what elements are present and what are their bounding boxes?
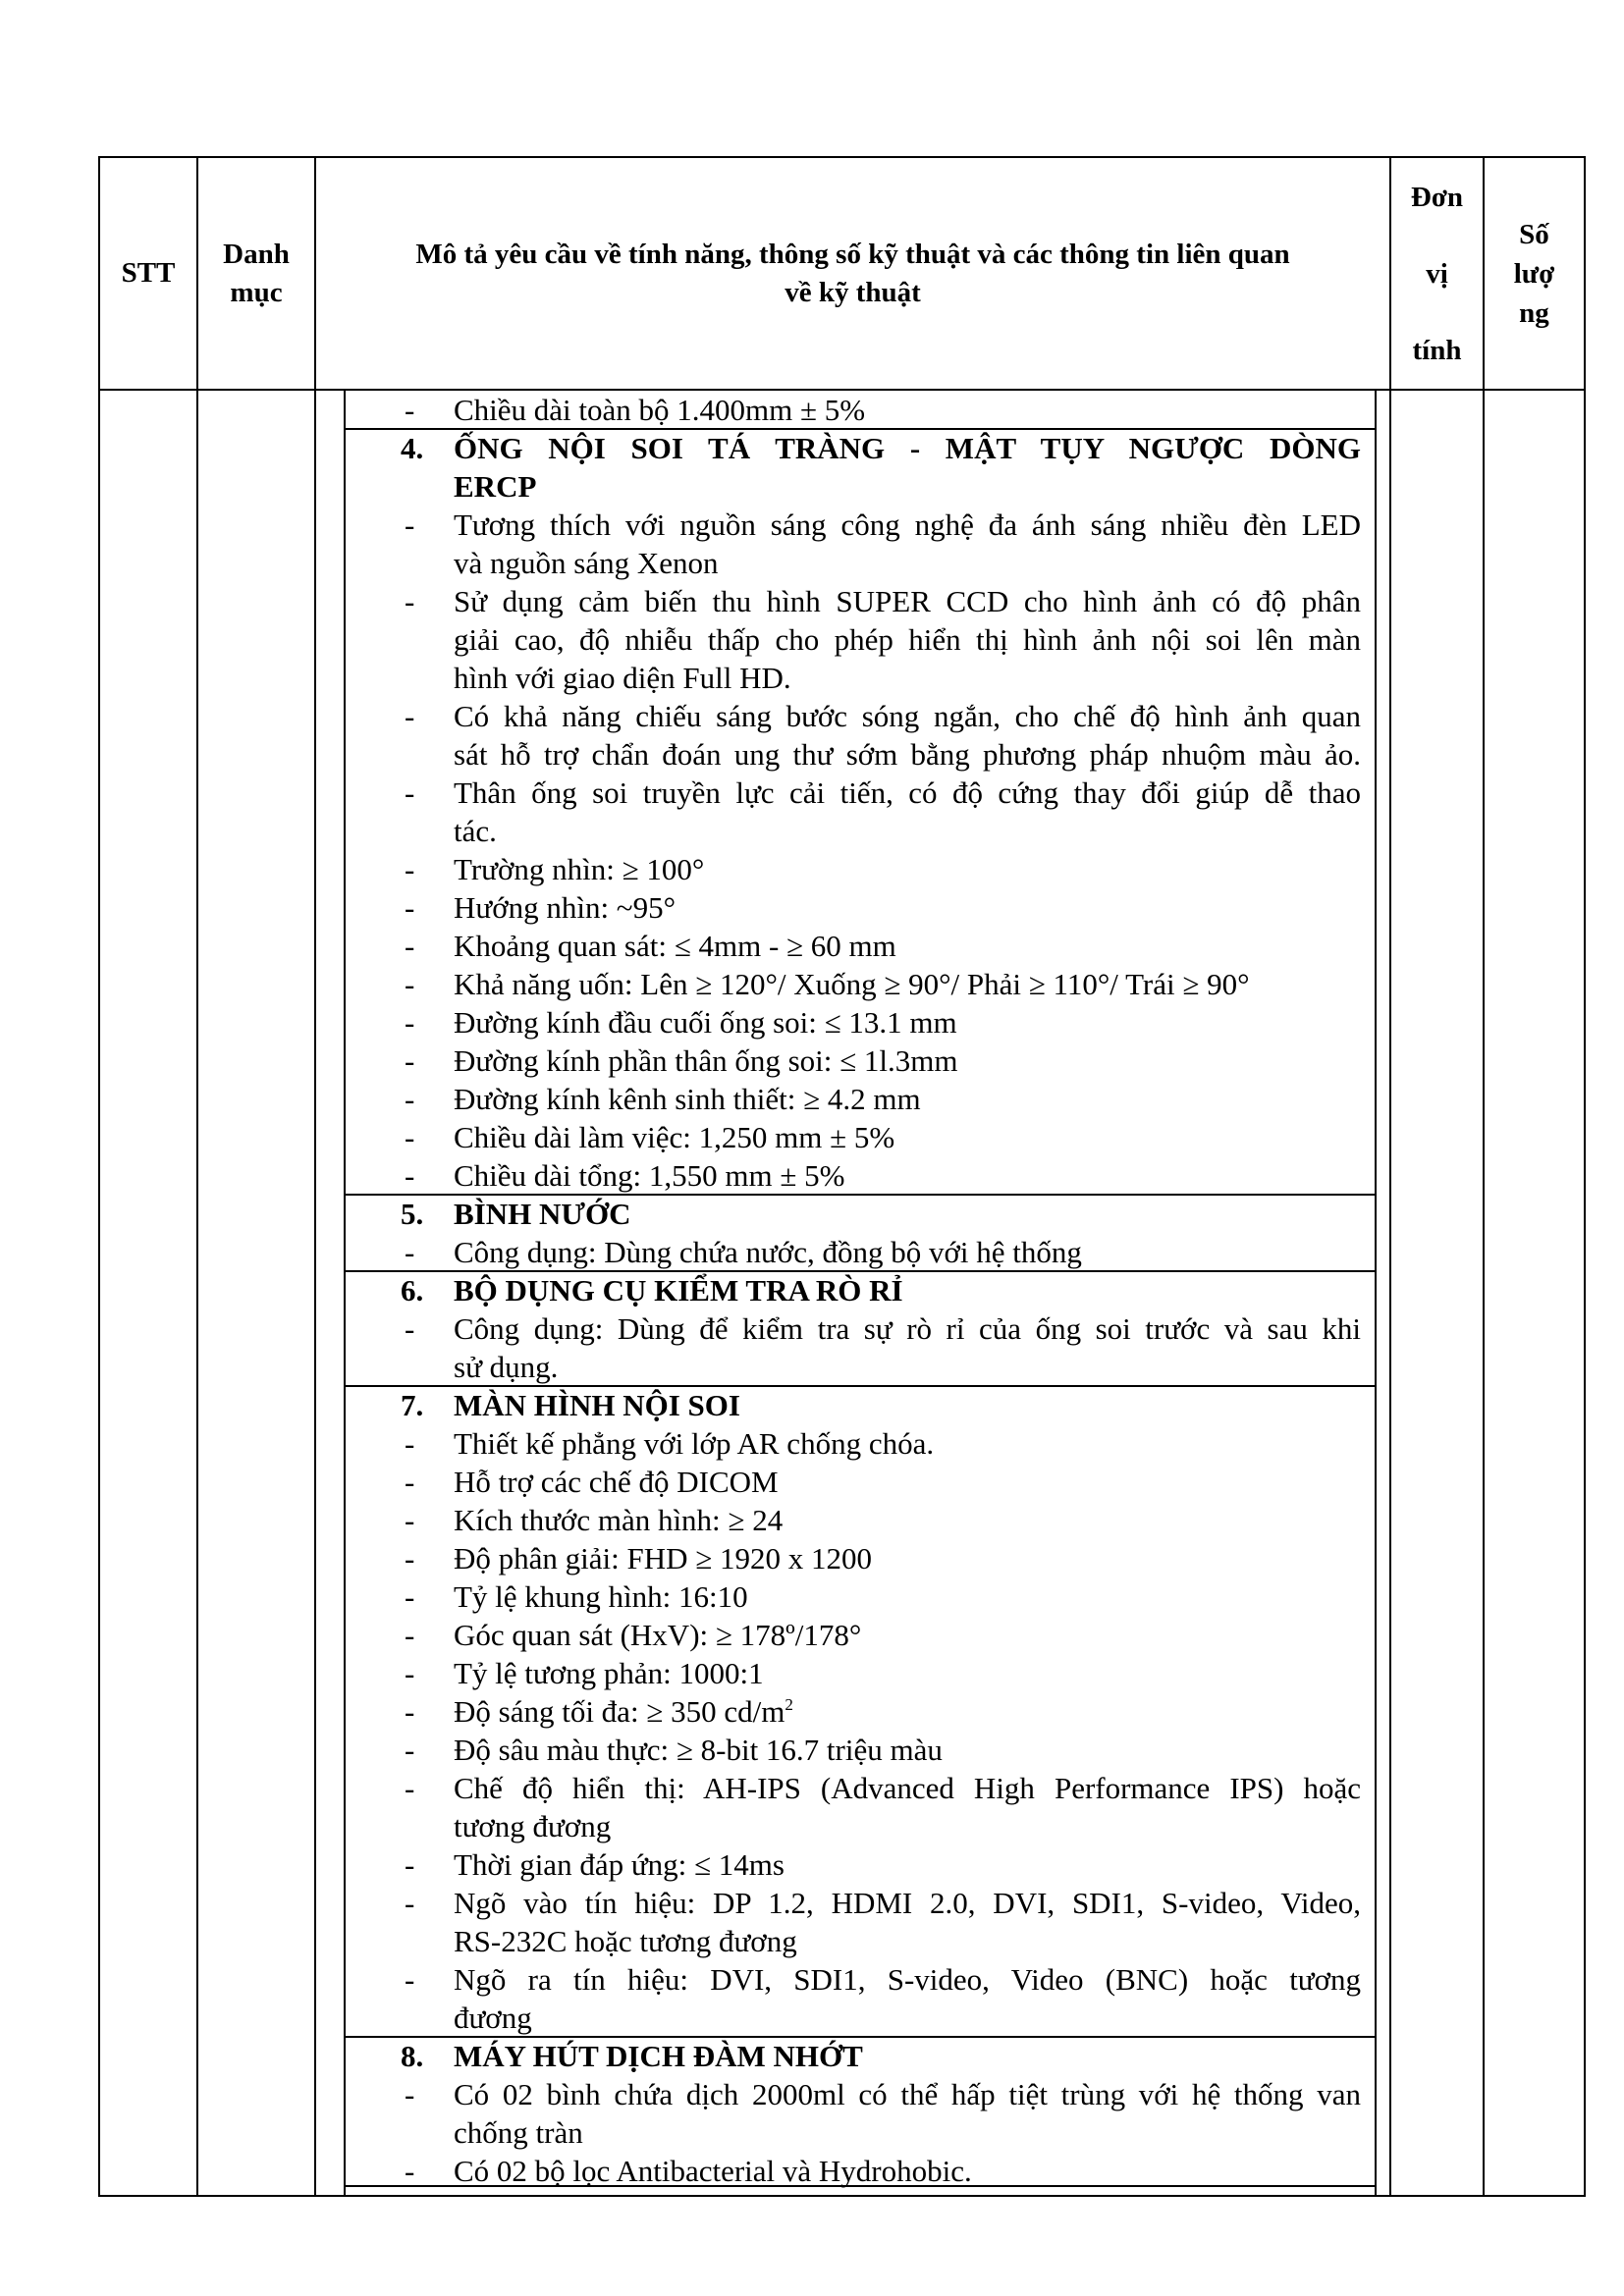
bullet-dash: -: [405, 393, 415, 427]
inner-table-right-border: [1375, 389, 1377, 2195]
section-number: 7.: [401, 1388, 424, 1422]
bullet-dash: -: [405, 1120, 415, 1154]
bullet-dash: -: [405, 1771, 415, 1805]
line-text: sử dụng.: [454, 1350, 559, 1384]
bullet-dash: -: [405, 929, 415, 963]
bullet-dash: -: [405, 1541, 415, 1575]
line-text: Công dụng: Dùng để kiểm tra sự rò rỉ của ống soi trước và sau khi: [454, 1311, 1361, 1346]
bullet-dash: -: [405, 2154, 415, 2188]
line-text: tác.: [454, 814, 497, 848]
line-text: Tương thích với nguồn sáng công nghệ đa ánh sáng nhiều đèn LED: [454, 507, 1361, 542]
line-text: Ngõ ra tín hiệu: DVI, SDI1, S-video, Video (BNC) hoặc tương: [454, 1962, 1361, 1997]
spec-item: [405, 1463, 1361, 1501]
spec-item-continuation: [405, 467, 1361, 506]
line-text: Độ sâu màu thực: ≥ 8-bit 16.7 triệu màu: [454, 1733, 943, 1767]
section-number: 5.: [401, 1197, 424, 1231]
bullet-dash: -: [405, 1694, 415, 1729]
spec-item: [405, 850, 1361, 888]
col-divider-stt: [196, 156, 198, 2197]
spec-item: [405, 2152, 1361, 2190]
line-text: Chiều dài làm việc: 1,250 mm ± 5%: [454, 1120, 895, 1154]
line-text: ỐNG NỘI SOI TÁ TRÀNG - MẬT TỤY NGƯỢC DÒNG: [454, 431, 1361, 465]
spec-item: [405, 1616, 1361, 1654]
bullet-dash: -: [405, 1005, 415, 1040]
bullet-dash: -: [405, 2077, 415, 2111]
line-text: Đường kính đầu cuối ống soi: ≤ 13.1 mm: [454, 1005, 957, 1040]
spec-item: [405, 1884, 1361, 1922]
line-text: Chiều dài toàn bộ 1.400mm ± 5%: [454, 393, 866, 427]
bullet-dash: -: [405, 1886, 415, 1920]
line-text: RS-232C hoặc tương đương: [454, 1924, 797, 1958]
line-text-main: Độ sáng tối đa: ≥ 350 cd/m: [454, 1694, 785, 1729]
spec-item: [405, 1118, 1361, 1156]
spec-item: [405, 391, 1361, 429]
section-heading: [401, 429, 1361, 467]
line-text: Thiết kế phẳng với lớp AR chống chóa.: [454, 1426, 935, 1461]
line-text: [454, 1692, 793, 1731]
bullet-dash: -: [405, 1465, 415, 1499]
line-text: Trường nhìn: ≥ 100°: [454, 852, 705, 886]
inner-table-left-border: [344, 389, 346, 2195]
bullet-dash: -: [405, 1043, 415, 1078]
line-text: Sử dụng cảm biến thu hình SUPER CCD cho hình ảnh có độ phân: [454, 584, 1361, 618]
spec-item: [405, 1156, 1361, 1195]
spec-item: [405, 1424, 1361, 1463]
line-text: Ngõ vào tín hiệu: DP 1.2, HDMI 2.0, DVI, SDI1, S-video, Video,: [454, 1886, 1361, 1920]
line-text: Thân ống soi truyền lực cải tiến, có độ cứng thay đổi giúp dễ thao: [454, 775, 1361, 810]
bullet-dash: -: [405, 1235, 415, 1269]
col-divider-don-vi: [1483, 156, 1485, 2197]
header-don-vi-tinh: Đơn vị tính: [1410, 181, 1464, 366]
line-text: Kích thước màn hình: ≥ 24: [454, 1503, 784, 1537]
line-text: chống tràn: [454, 2115, 583, 2150]
line-text: Khoảng quan sát: ≤ 4mm - ≥ 60 mm: [454, 929, 896, 963]
spec-item-continuation: [405, 1999, 1361, 2037]
line-text: Hướng nhìn: ~95°: [454, 890, 676, 925]
line-text: Tỷ lệ tương phản: 1000:1: [454, 1656, 764, 1690]
line-text: Thời gian đáp ứng: ≤ 14ms: [454, 1847, 785, 1882]
spec-item-continuation: [405, 812, 1361, 850]
header-mo-ta: Mô tả yêu cầu về tính năng, thông số kỹ thuật và các thông tin liên quan về kỹ thuật: [415, 238, 1290, 308]
header-stt: STT: [121, 257, 176, 289]
line-text: Có khả năng chiếu sáng bước sóng ngắn, cho chế độ hình ảnh quan: [454, 699, 1361, 733]
line-text: Độ phân giải: FHD ≥ 1920 x 1200: [454, 1541, 873, 1575]
spec-item: [405, 927, 1361, 965]
spec-item: [405, 1845, 1361, 1884]
bullet-dash: -: [405, 890, 415, 925]
line-text: và nguồn sáng Xenon: [454, 546, 719, 580]
spec-item: [405, 1769, 1361, 1807]
spec-item: [405, 1539, 1361, 1577]
spec-item: [405, 1080, 1361, 1118]
spec-item: [405, 1233, 1361, 1271]
line-text: Khả năng uốn: Lên ≥ 120°/ Xuống ≥ 90°/ Phải ≥ 110°/ Trái ≥ 90°: [454, 967, 1250, 1001]
bullet-dash: -: [405, 1579, 415, 1614]
table-right-border: [1584, 156, 1586, 2197]
spec-item: [405, 1003, 1361, 1041]
bullet-dash: -: [405, 1158, 415, 1193]
spec-item-continuation: [405, 2113, 1361, 2152]
section-heading: [401, 1271, 1361, 1309]
spec-item: [405, 1731, 1361, 1769]
bullet-dash: -: [405, 967, 415, 1001]
bullet-dash: -: [405, 1311, 415, 1346]
line-text: Có 02 bộ lọc Antibacterial và Hydrohobic.: [454, 2154, 972, 2188]
spec-item: [405, 1041, 1361, 1080]
bullet-dash: -: [405, 1733, 415, 1767]
bullet-dash: -: [405, 852, 415, 886]
spec-item-continuation: [405, 1807, 1361, 1845]
line-text: Chiều dài tổng: 1,550 mm ± 5%: [454, 1158, 845, 1193]
section-number: 4.: [401, 431, 424, 465]
bullet-dash: -: [405, 1503, 415, 1537]
bullet-dash: -: [405, 1847, 415, 1882]
section-number: 8.: [401, 2039, 424, 2073]
line-text: Có 02 bình chứa dịch 2000ml có thể hấp tiệt trùng với hệ thống van: [454, 2077, 1361, 2111]
spec-item-continuation: [405, 735, 1361, 774]
line-text: MÁY HÚT DỊCH ĐÀM NHỚT: [454, 2039, 863, 2073]
line-text: giải cao, độ nhiễu thấp cho phép hiển thị hình ảnh nội soi lên màn: [454, 622, 1361, 657]
bullet-dash: -: [405, 1426, 415, 1461]
spec-item: [405, 582, 1361, 620]
line-text: tương đương: [454, 1809, 612, 1843]
line-text: Tỷ lệ khung hình: 16:10: [454, 1579, 748, 1614]
col-divider-danh-muc: [314, 156, 316, 2197]
line-text: BÌNH NƯỚC: [454, 1197, 631, 1231]
superscript: 2: [785, 1695, 793, 1714]
header-so-luong: Số lượ ng: [1513, 218, 1555, 329]
table-bottom-border: [98, 2195, 1586, 2197]
line-text: Chế độ hiển thị: AH-IPS (Advanced High Performance IPS) hoặc: [454, 1771, 1361, 1805]
bullet-dash: -: [405, 1656, 415, 1690]
header-danh-muc: Danh mục: [223, 238, 290, 308]
spec-item: [405, 2075, 1361, 2113]
spec-item: [405, 697, 1361, 735]
section-heading: [401, 1386, 1361, 1424]
spec-item: [405, 1692, 1361, 1731]
spec-item-continuation: [405, 544, 1361, 582]
section-number: 6.: [401, 1273, 424, 1308]
line-text: hình với giao diện Full HD.: [454, 661, 791, 695]
spec-item: [405, 1577, 1361, 1616]
spec-item: [405, 1960, 1361, 1999]
spec-item-continuation: [405, 1348, 1361, 1386]
bullet-dash: -: [405, 1962, 415, 1997]
line-text: Đường kính phần thân ống soi: ≤ 1l.3mm: [454, 1043, 958, 1078]
bullet-dash: -: [405, 775, 415, 810]
bullet-dash: -: [405, 507, 415, 542]
spec-item: [405, 888, 1361, 927]
line-text: sát hỗ trợ chẩn đoán ung thư sớm bằng phương pháp nhuộm màu ảo.: [454, 737, 1361, 772]
col-divider-mo-ta: [1389, 156, 1391, 2197]
bullet-dash: -: [405, 699, 415, 733]
line-text: BỘ DỤNG CỤ KIỂM TRA RÒ RỈ: [454, 1273, 903, 1308]
spec-item: [405, 774, 1361, 812]
line-text: đương: [454, 2001, 532, 2035]
spec-item-continuation: [405, 1922, 1361, 1960]
line-text: Đường kính kênh sinh thiết: ≥ 4.2 mm: [454, 1082, 921, 1116]
line-text: Công dụng: Dùng chứa nước, đồng bộ với hệ thống: [454, 1235, 1082, 1269]
bullet-dash: -: [405, 1618, 415, 1652]
spec-item: [405, 506, 1361, 544]
bullet-dash: -: [405, 1082, 415, 1116]
spec-item: [405, 1654, 1361, 1692]
line-text: MÀN HÌNH NỘI SOI: [454, 1388, 740, 1422]
spec-item-continuation: [405, 620, 1361, 659]
line-text: Góc quan sát (HxV): ≥ 178º/178°: [454, 1618, 862, 1652]
section-heading: [401, 1195, 1361, 1233]
spec-item-continuation: [405, 659, 1361, 697]
spec-item: [405, 965, 1361, 1003]
section-heading: [401, 2037, 1361, 2075]
table-left-border: [98, 156, 100, 2197]
spec-item: [405, 1501, 1361, 1539]
line-text: ERCP: [454, 469, 537, 504]
spec-item: [405, 1309, 1361, 1348]
bullet-dash: -: [405, 584, 415, 618]
line-text: Hỗ trợ các chế độ DICOM: [454, 1465, 779, 1499]
